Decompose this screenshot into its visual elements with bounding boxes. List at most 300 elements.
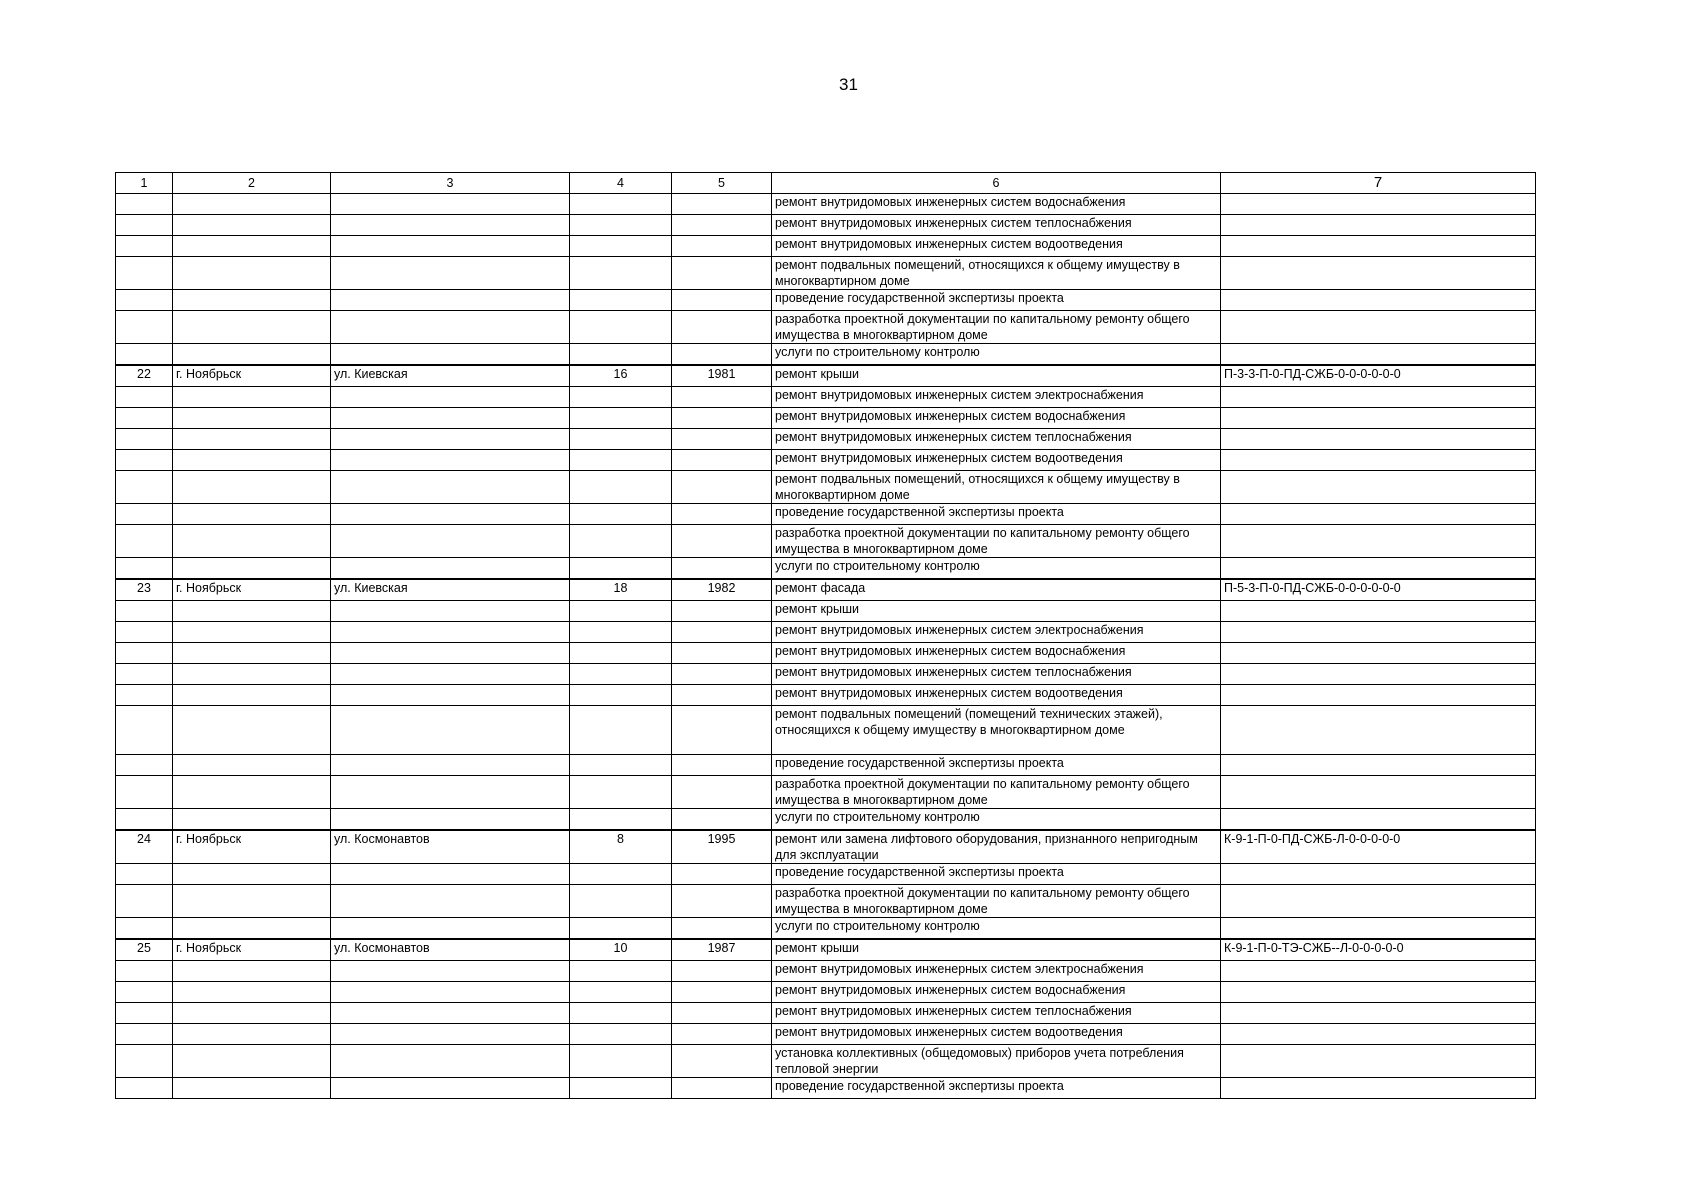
work-type-cell: ремонт внутридомовых инженерных систем водоснабжения: [772, 643, 1221, 664]
city-cell: [173, 601, 331, 622]
table-row: [116, 408, 1536, 429]
build-year-cell: [672, 918, 772, 940]
build-year-cell: [672, 961, 772, 982]
table-row: [116, 257, 1536, 290]
building-code-cell: [1221, 290, 1536, 311]
street-cell: [331, 558, 570, 580]
work-type-cell: ремонт внутридомовых инженерных систем водоснабжения: [772, 982, 1221, 1003]
house-number-cell: [570, 257, 672, 290]
building-code-cell: [1221, 706, 1536, 755]
house-number-cell: [570, 643, 672, 664]
header-row: [116, 173, 1536, 194]
work-type-cell: разработка проектной документации по капитальному ремонту общего имущества в многоквартирном доме: [772, 525, 1221, 558]
work-type-cell: услуги по строительному контролю: [772, 344, 1221, 366]
street-cell: [331, 450, 570, 471]
street-cell: [331, 601, 570, 622]
city-cell: [173, 387, 331, 408]
build-year-cell: [672, 311, 772, 344]
build-year-cell: [672, 885, 772, 918]
build-year-cell: [672, 236, 772, 257]
work-type-cell: ремонт внутридомовых инженерных систем электроснабжения: [772, 622, 1221, 643]
build-year-cell: [672, 685, 772, 706]
work-type-cell: услуги по строительному контролю: [772, 918, 1221, 940]
street-cell: [331, 344, 570, 366]
city-cell: [173, 236, 331, 257]
house-number-cell: [570, 864, 672, 885]
build-year-cell: 1982: [672, 579, 772, 601]
street-cell: [331, 525, 570, 558]
city-cell: [173, 1045, 331, 1078]
table-row: [116, 1078, 1536, 1099]
table-row: [116, 365, 1536, 387]
table-row: [116, 830, 1536, 864]
row-number-cell: [116, 1003, 173, 1024]
build-year-cell: [672, 504, 772, 525]
row-number-cell: [116, 290, 173, 311]
building-code-cell: [1221, 311, 1536, 344]
work-type-cell: ремонт внутридомовых инженерных систем теплоснабжения: [772, 215, 1221, 236]
row-number-cell: [116, 809, 173, 831]
build-year-cell: [672, 1024, 772, 1045]
row-number-cell: [116, 525, 173, 558]
house-number-cell: [570, 558, 672, 580]
work-type-cell: ремонт подвальных помещений (помещений технических этажей), относящихся к общему имуществу в многоквартирном доме: [772, 706, 1221, 755]
house-number-cell: [570, 961, 672, 982]
row-number-cell: [116, 236, 173, 257]
city-cell: [173, 918, 331, 940]
header-col-1: 1: [116, 173, 173, 194]
row-number-cell: [116, 918, 173, 940]
city-cell: [173, 961, 331, 982]
row-number-cell: [116, 1045, 173, 1078]
house-number-cell: [570, 429, 672, 450]
work-type-cell: проведение государственной экспертизы проекта: [772, 755, 1221, 776]
table-row: [116, 471, 1536, 504]
house-number-cell: [570, 1003, 672, 1024]
row-number-cell: [116, 344, 173, 366]
street-cell: [331, 664, 570, 685]
build-year-cell: [672, 776, 772, 809]
table-row: [116, 215, 1536, 236]
table-row: [116, 776, 1536, 809]
work-type-cell: ремонт подвальных помещений, относящихся к общему имуществу в многоквартирном доме: [772, 471, 1221, 504]
table-row: [116, 939, 1536, 961]
building-code-cell: [1221, 471, 1536, 504]
header-col-6: 6: [772, 173, 1221, 194]
work-type-cell: разработка проектной документации по капитальному ремонту общего имущества в многоквартирном доме: [772, 885, 1221, 918]
work-type-cell: услуги по строительному контролю: [772, 809, 1221, 831]
work-type-cell: ремонт внутридомовых инженерных систем водоснабжения: [772, 194, 1221, 215]
building-code-cell: [1221, 961, 1536, 982]
work-type-cell: ремонт крыши: [772, 601, 1221, 622]
building-code-cell: [1221, 194, 1536, 215]
work-type-cell: ремонт крыши: [772, 365, 1221, 387]
row-number-cell: [116, 685, 173, 706]
city-cell: [173, 885, 331, 918]
row-number-cell: [116, 450, 173, 471]
build-year-cell: [672, 982, 772, 1003]
header-col-2: 2: [173, 173, 331, 194]
building-code-cell: [1221, 558, 1536, 580]
city-cell: [173, 558, 331, 580]
street-cell: [331, 1003, 570, 1024]
row-number-cell: 25: [116, 939, 173, 961]
building-code-cell: [1221, 809, 1536, 831]
table-row: [116, 1024, 1536, 1045]
street-cell: [331, 809, 570, 831]
work-type-cell: услуги по строительному контролю: [772, 558, 1221, 580]
work-type-cell: проведение государственной экспертизы проекта: [772, 504, 1221, 525]
house-number-cell: [570, 601, 672, 622]
row-number-cell: [116, 885, 173, 918]
house-number-cell: [570, 215, 672, 236]
build-year-cell: [672, 1003, 772, 1024]
city-cell: г. Ноябрьск: [173, 579, 331, 601]
building-code-cell: [1221, 525, 1536, 558]
build-year-cell: [672, 290, 772, 311]
table-row: [116, 664, 1536, 685]
building-code-cell: [1221, 450, 1536, 471]
street-cell: [331, 215, 570, 236]
house-number-cell: [570, 450, 672, 471]
city-cell: г. Ноябрьск: [173, 830, 331, 864]
house-number-cell: [570, 525, 672, 558]
street-cell: [331, 1078, 570, 1099]
building-code-cell: [1221, 776, 1536, 809]
city-cell: [173, 864, 331, 885]
building-code-cell: [1221, 918, 1536, 940]
table-row: [116, 885, 1536, 918]
street-cell: [331, 706, 570, 755]
work-type-cell: ремонт внутридомовых инженерных систем водоотведения: [772, 1024, 1221, 1045]
table-row: [116, 864, 1536, 885]
house-number-cell: [570, 706, 672, 755]
work-type-cell: ремонт внутридомовых инженерных систем водоотведения: [772, 685, 1221, 706]
city-cell: [173, 429, 331, 450]
street-cell: [331, 1045, 570, 1078]
street-cell: [331, 918, 570, 940]
building-code-cell: [1221, 236, 1536, 257]
table-row: [116, 622, 1536, 643]
building-code-cell: [1221, 982, 1536, 1003]
work-type-cell: ремонт внутридомовых инженерных систем электроснабжения: [772, 961, 1221, 982]
house-number-cell: [570, 755, 672, 776]
city-cell: [173, 755, 331, 776]
work-type-cell: ремонт или замена лифтового оборудования, признанного непригодным для эксплуатации: [772, 830, 1221, 864]
table-row: [116, 918, 1536, 940]
row-number-cell: [116, 706, 173, 755]
house-number-cell: 10: [570, 939, 672, 961]
street-cell: [331, 311, 570, 344]
house-number-cell: [570, 504, 672, 525]
house-number-cell: [570, 776, 672, 809]
building-code-cell: [1221, 1045, 1536, 1078]
table-row: [116, 579, 1536, 601]
house-number-cell: [570, 408, 672, 429]
building-code-cell: [1221, 257, 1536, 290]
street-cell: [331, 961, 570, 982]
work-type-cell: разработка проектной документации по капитальному ремонту общего имущества в многоквартирном доме: [772, 776, 1221, 809]
work-type-cell: ремонт внутридомовых инженерных систем водоотведения: [772, 236, 1221, 257]
row-number-cell: [116, 864, 173, 885]
street-cell: [331, 408, 570, 429]
city-cell: [173, 643, 331, 664]
row-number-cell: [116, 387, 173, 408]
city-cell: [173, 982, 331, 1003]
table-body: [116, 194, 1536, 1099]
row-number-cell: [116, 558, 173, 580]
city-cell: [173, 1003, 331, 1024]
city-cell: [173, 290, 331, 311]
row-number-cell: [116, 311, 173, 344]
build-year-cell: 1981: [672, 365, 772, 387]
street-cell: [331, 257, 570, 290]
row-number-cell: [116, 961, 173, 982]
city-cell: [173, 525, 331, 558]
city-cell: [173, 504, 331, 525]
house-number-cell: [570, 685, 672, 706]
street-cell: [331, 776, 570, 809]
work-type-cell: ремонт фасада: [772, 579, 1221, 601]
street-cell: ул. Киевская: [331, 365, 570, 387]
table-row: [116, 1003, 1536, 1024]
table-row: [116, 525, 1536, 558]
house-number-cell: 8: [570, 830, 672, 864]
house-number-cell: [570, 471, 672, 504]
building-code-cell: [1221, 344, 1536, 366]
build-year-cell: [672, 643, 772, 664]
street-cell: [331, 685, 570, 706]
building-code-cell: [1221, 885, 1536, 918]
house-number-cell: [570, 1078, 672, 1099]
building-code-cell: [1221, 685, 1536, 706]
street-cell: [331, 643, 570, 664]
building-code-cell: [1221, 643, 1536, 664]
work-type-cell: проведение государственной экспертизы проекта: [772, 290, 1221, 311]
table-row: [116, 1045, 1536, 1078]
building-code-cell: [1221, 504, 1536, 525]
build-year-cell: [672, 755, 772, 776]
table-row: [116, 194, 1536, 215]
city-cell: [173, 408, 331, 429]
build-year-cell: [672, 809, 772, 831]
building-code-cell: П-5-3-П-0-ПД-СЖБ-0-0-0-0-0-0: [1221, 579, 1536, 601]
city-cell: [173, 215, 331, 236]
street-cell: [331, 755, 570, 776]
street-cell: [331, 471, 570, 504]
build-year-cell: [672, 194, 772, 215]
city-cell: [173, 685, 331, 706]
build-year-cell: [672, 387, 772, 408]
work-type-cell: ремонт внутридомовых инженерных систем водоотведения: [772, 450, 1221, 471]
street-cell: ул. Космонавтов: [331, 830, 570, 864]
row-number-cell: [116, 257, 173, 290]
table-row: [116, 344, 1536, 366]
table-row: [116, 558, 1536, 580]
table-row: [116, 450, 1536, 471]
work-type-cell: ремонт крыши: [772, 939, 1221, 961]
building-code-cell: [1221, 429, 1536, 450]
build-year-cell: [672, 257, 772, 290]
work-type-cell: ремонт внутридомовых инженерных систем теплоснабжения: [772, 429, 1221, 450]
work-type-cell: ремонт подвальных помещений, относящихся к общему имуществу в многоквартирном доме: [772, 257, 1221, 290]
house-number-cell: [570, 885, 672, 918]
city-cell: [173, 664, 331, 685]
house-number-cell: [570, 622, 672, 643]
street-cell: [331, 504, 570, 525]
row-number-cell: [116, 755, 173, 776]
building-code-cell: [1221, 664, 1536, 685]
row-number-cell: [116, 664, 173, 685]
building-code-cell: [1221, 1078, 1536, 1099]
building-code-cell: [1221, 1024, 1536, 1045]
repair-program-table: [115, 172, 1536, 1099]
work-type-cell: проведение государственной экспертизы проекта: [772, 864, 1221, 885]
row-number-cell: 23: [116, 579, 173, 601]
house-number-cell: [570, 982, 672, 1003]
table-row: [116, 961, 1536, 982]
city-cell: г. Ноябрьск: [173, 939, 331, 961]
street-cell: [331, 290, 570, 311]
street-cell: [331, 864, 570, 885]
building-code-cell: [1221, 864, 1536, 885]
street-cell: [331, 429, 570, 450]
city-cell: [173, 344, 331, 366]
building-code-cell: К-9-1-П-0-ТЭ-СЖБ--Л-0-0-0-0-0: [1221, 939, 1536, 961]
table-row: [116, 311, 1536, 344]
build-year-cell: [672, 706, 772, 755]
row-number-cell: [116, 776, 173, 809]
city-cell: [173, 622, 331, 643]
building-code-cell: [1221, 755, 1536, 776]
house-number-cell: [570, 344, 672, 366]
house-number-cell: [570, 236, 672, 257]
work-type-cell: установка коллективных (общедомовых) приборов учета потребления тепловой энергии: [772, 1045, 1221, 1078]
row-number-cell: [116, 982, 173, 1003]
table-row: [116, 809, 1536, 831]
house-number-cell: [570, 387, 672, 408]
building-code-cell: [1221, 601, 1536, 622]
table-row: [116, 755, 1536, 776]
city-cell: [173, 1078, 331, 1099]
table-row: [116, 387, 1536, 408]
street-cell: [331, 982, 570, 1003]
work-type-cell: разработка проектной документации по капитальному ремонту общего имущества в многоквартирном доме: [772, 311, 1221, 344]
house-number-cell: [570, 809, 672, 831]
city-cell: г. Ноябрьск: [173, 365, 331, 387]
row-number-cell: [116, 215, 173, 236]
header-col-4: 4: [570, 173, 672, 194]
row-number-cell: [116, 504, 173, 525]
build-year-cell: [672, 429, 772, 450]
building-code-cell: [1221, 408, 1536, 429]
house-number-cell: [570, 1024, 672, 1045]
work-type-cell: ремонт внутридомовых инженерных систем теплоснабжения: [772, 1003, 1221, 1024]
table-row: [116, 290, 1536, 311]
build-year-cell: [672, 471, 772, 504]
street-cell: ул. Космонавтов: [331, 939, 570, 961]
row-number-cell: 24: [116, 830, 173, 864]
build-year-cell: [672, 601, 772, 622]
build-year-cell: [672, 1045, 772, 1078]
build-year-cell: [672, 525, 772, 558]
house-number-cell: [570, 290, 672, 311]
build-year-cell: [672, 344, 772, 366]
city-cell: [173, 450, 331, 471]
table-row: [116, 685, 1536, 706]
house-number-cell: [570, 918, 672, 940]
table-row: [116, 982, 1536, 1003]
house-number-cell: [570, 311, 672, 344]
build-year-cell: [672, 622, 772, 643]
table-row: [116, 236, 1536, 257]
house-number-cell: 18: [570, 579, 672, 601]
row-number-cell: [116, 408, 173, 429]
table-row: [116, 429, 1536, 450]
build-year-cell: [672, 450, 772, 471]
build-year-cell: 1995: [672, 830, 772, 864]
row-number-cell: [116, 194, 173, 215]
house-number-cell: [570, 194, 672, 215]
building-code-cell: К-9-1-П-0-ПД-СЖБ-Л-0-0-0-0-0: [1221, 830, 1536, 864]
work-type-cell: ремонт внутридомовых инженерных систем теплоснабжения: [772, 664, 1221, 685]
build-year-cell: [672, 664, 772, 685]
header-col-5: 5: [672, 173, 772, 194]
work-type-cell: ремонт внутридомовых инженерных систем водоснабжения: [772, 408, 1221, 429]
building-code-cell: П-3-3-П-0-ПД-СЖБ-0-0-0-0-0-0: [1221, 365, 1536, 387]
city-cell: [173, 311, 331, 344]
build-year-cell: [672, 215, 772, 236]
row-number-cell: [116, 1024, 173, 1045]
street-cell: [331, 885, 570, 918]
building-code-cell: [1221, 215, 1536, 236]
city-cell: [173, 257, 331, 290]
building-code-cell: [1221, 387, 1536, 408]
building-code-cell: [1221, 622, 1536, 643]
table-row: [116, 643, 1536, 664]
header-col-7: 7: [1221, 173, 1536, 194]
build-year-cell: 1987: [672, 939, 772, 961]
row-number-cell: 22: [116, 365, 173, 387]
street-cell: [331, 387, 570, 408]
city-cell: [173, 1024, 331, 1045]
street-cell: [331, 1024, 570, 1045]
city-cell: [173, 194, 331, 215]
house-number-cell: [570, 1045, 672, 1078]
street-cell: [331, 236, 570, 257]
row-number-cell: [116, 643, 173, 664]
city-cell: [173, 809, 331, 831]
house-number-cell: 16: [570, 365, 672, 387]
row-number-cell: [116, 601, 173, 622]
house-number-cell: [570, 664, 672, 685]
work-type-cell: проведение государственной экспертизы проекта: [772, 1078, 1221, 1099]
table-row: [116, 706, 1536, 755]
row-number-cell: [116, 471, 173, 504]
row-number-cell: [116, 1078, 173, 1099]
header-col-3: 3: [331, 173, 570, 194]
row-number-cell: [116, 429, 173, 450]
row-number-cell: [116, 622, 173, 643]
work-type-cell: ремонт внутридомовых инженерных систем электроснабжения: [772, 387, 1221, 408]
table-row: [116, 601, 1536, 622]
build-year-cell: [672, 558, 772, 580]
table-row: [116, 504, 1536, 525]
build-year-cell: [672, 408, 772, 429]
build-year-cell: [672, 864, 772, 885]
city-cell: [173, 706, 331, 755]
build-year-cell: [672, 1078, 772, 1099]
